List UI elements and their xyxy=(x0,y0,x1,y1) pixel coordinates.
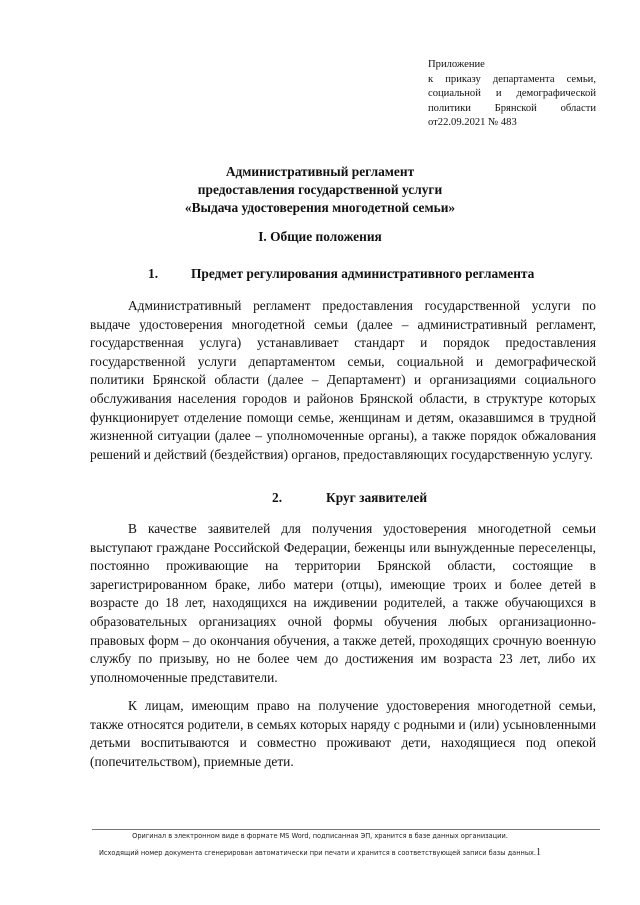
paragraph-text: Административный регламент предоставления государственной услуги по выдаче удостоверения многодетной семьи (далее – административный регламент, государственная услуга) устанавливает стандарт и порядок предоставления государственной услуги департаментом семьи, социальной и демографической политики Брянской области (далее – Департамент) и организациями социального обслуживания населения городов и районов Брянской области, в структуре которых функционирует отделение помощи семье, женщинам и детям, оказавшимся в трудной жизненной ситуации (далее – уполномоченные органы), а также порядок обжалования решений и действий (бездействия) органов, предоставляющих государственную услугу. xyxy=(90,298,596,462)
appendix-line: к приказу департамента семьи, xyxy=(428,73,596,85)
appendix-line: от22.09.2021 № 483 xyxy=(428,117,517,128)
section-heading: I. Общие положения xyxy=(258,229,382,244)
paragraph-text: К лицам, имеющим право на получение удостоверения многодетной семьи, также относятся родители, в семьях которых наряду с родными и (или) усыновленными детьми воспитываются и совместно проживают дети, находящиеся под опекой (попечительством), приемные дети. xyxy=(90,698,596,769)
subsection-title: Круг заявителей xyxy=(326,490,428,505)
paragraph-text: В качестве заявителей для получения удостоверения многодетной семьи выступают граждане Российской Федерации, беженцы или вынужденные переселенцы, постоянно проживающие на территории Брянской области, состоящие в зарегистрированном браке, либо матери (отцы), имеющие троих и более детей в возрасте до 18 лет, находящихся на иждивении родителей, а также обучающихся в образовательных организациях очной формы обучения любых организационно-правовых форм – до окончания обучения, а также детей, проходящих срочную военную службу по призыву, но не более чем до достижения им возраста 23 лет, либо их уполномоченные представители. xyxy=(90,521,596,685)
title-line: Административный регламент xyxy=(225,164,415,179)
subsection-number: 1. xyxy=(148,266,159,281)
paragraph xyxy=(90,520,596,687)
appendix-block xyxy=(428,58,596,131)
page-number: 1 xyxy=(536,847,542,858)
footer-divider xyxy=(92,829,600,830)
title-line: «Выдача удостоверения многодетной семьи» xyxy=(184,200,456,215)
appendix-line: политики Брянской области xyxy=(428,102,596,114)
subsection-title: Предмет регулирования административного регламента xyxy=(191,266,535,281)
paragraph xyxy=(90,697,596,771)
footer-note: Оригинал в электронном виде в формате MS Word, подписанная ЭП, хранится в базе данных организации. xyxy=(132,832,508,840)
title-line: предоставления государственной услуги xyxy=(197,182,443,197)
appendix-line: социальной и демографической xyxy=(428,88,596,99)
footer-text: Исходящий номер документа сгенерирован автоматически при печати и хранится в соответствующей записи базы данных. xyxy=(98,849,537,857)
footer-note xyxy=(0,847,640,858)
document-title xyxy=(0,163,640,217)
appendix-line: Приложение xyxy=(428,59,485,70)
paragraph xyxy=(90,297,596,464)
subsection-number: 2. xyxy=(272,490,283,505)
